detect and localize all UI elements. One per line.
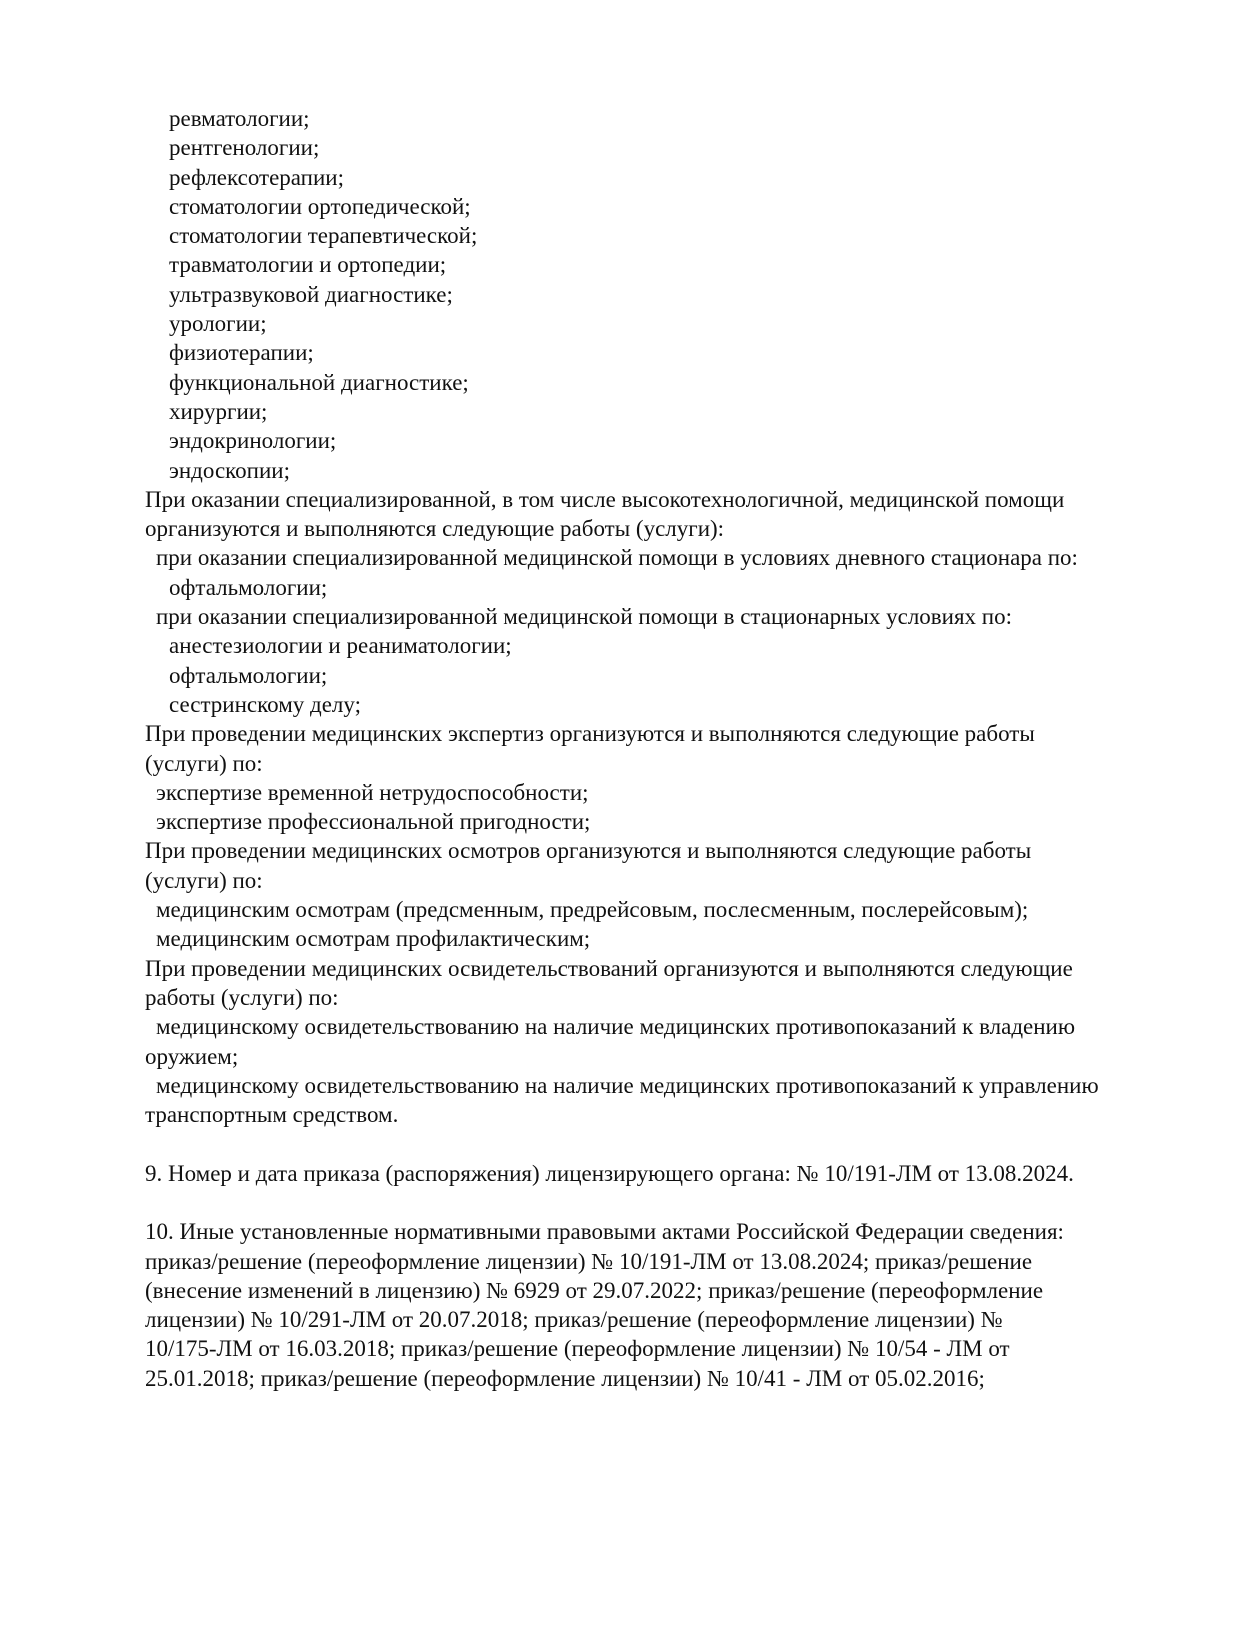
document-line: лицензии) № 10/291-ЛМ от 20.07.2018; приказ/решение (переоформление лицензии) №	[145, 1307, 1003, 1333]
document-line: при оказании специализированной медицинской помощи в условиях дневного стационара по:	[156, 545, 1078, 571]
document-line: работы (услуги) по:	[145, 984, 339, 1010]
document-line: 25.01.2018; приказ/решение (переоформление лицензии) № 10/41 - ЛМ от 05.02.2016;	[145, 1365, 985, 1391]
document-line: стоматологии ортопедической;	[169, 193, 471, 219]
document-line: экспертизе временной нетрудоспособности;	[156, 779, 589, 805]
document-line: (услуги) по:	[145, 867, 263, 893]
document-line: (услуги) по:	[145, 750, 263, 776]
document-line: медицинским осмотрам профилактическим;	[156, 926, 591, 952]
document-line: оружием;	[145, 1043, 239, 1069]
document-line: организуются и выполняются следующие работы (услуги):	[145, 516, 725, 542]
document-line: ультразвуковой диагностике;	[169, 281, 453, 307]
document-line: анестезиологии и реаниматологии;	[169, 633, 512, 659]
document-line: медицинским осмотрам (предсменным, предрейсовым, послесменным, послерейсовым);	[156, 897, 1029, 923]
document-line: физиотерапии;	[169, 340, 314, 366]
document-line: при оказании специализированной медицинской помощи в стационарных условиях по:	[156, 604, 1012, 630]
document-line: 10. Иные установленные нормативными правовыми актами Российской Федерации сведения:	[145, 1219, 1064, 1245]
document-line: стоматологии терапевтической;	[169, 223, 478, 249]
document-line: эндоскопии;	[169, 457, 290, 483]
document-line: медицинскому освидетельствованию на наличие медицинских противопоказаний к управлению	[156, 1072, 1099, 1098]
document-line: 10/175-ЛМ от 16.03.2018; приказ/решение (переоформление лицензии) № 10/54 - ЛМ от	[145, 1336, 1010, 1362]
document-line: эндокринологии;	[169, 428, 337, 454]
document-line: сестринскому делу;	[169, 691, 361, 717]
document-line: (внесение изменений в лицензию) № 6929 от 29.07.2022; приказ/решение (переоформление	[145, 1277, 1044, 1303]
document-line: хирургии;	[169, 398, 268, 424]
document-line: травматологии и ортопедии;	[169, 252, 447, 278]
document-line: урологии;	[169, 311, 267, 337]
blank-line	[145, 1188, 1155, 1217]
document-line: приказ/решение (переоформление лицензии) № 10/191-ЛМ от 13.08.2024; приказ/решение	[145, 1248, 1033, 1274]
document-line: При проведении медицинских освидетельствований организуются и выполняются следующие	[145, 955, 1073, 981]
document-body	[145, 104, 1155, 1393]
document-line: транспортным средством.	[145, 1102, 399, 1128]
document-line: функциональной диагностике;	[169, 369, 469, 395]
document-line: рентгенологии;	[169, 135, 320, 161]
document-line: экспертизе профессиональной пригодности;	[156, 809, 591, 835]
document-line: ревматологии;	[169, 106, 310, 131]
document-line: офтальмологии;	[169, 574, 328, 600]
blank-line	[145, 1129, 1155, 1158]
document-line: При проведении медицинских осмотров организуются и выполняются следующие работы	[145, 838, 1032, 864]
document-line: офтальмологии;	[169, 662, 328, 688]
document-line: медицинскому освидетельствованию на наличие медицинских противопоказаний к владению	[156, 1014, 1076, 1040]
document-line: 9. Номер и дата приказа (распоряжения) лицензирующего органа: № 10/191-ЛМ от 13.08.2024.	[145, 1160, 1074, 1186]
document-line: рефлексотерапии;	[169, 164, 344, 190]
document-line: При проведении медицинских экспертиз организуются и выполняются следующие работы	[145, 721, 1035, 747]
document-line: При оказании специализированной, в том числе высокотехнологичной, медицинской помощи	[145, 486, 1065, 512]
